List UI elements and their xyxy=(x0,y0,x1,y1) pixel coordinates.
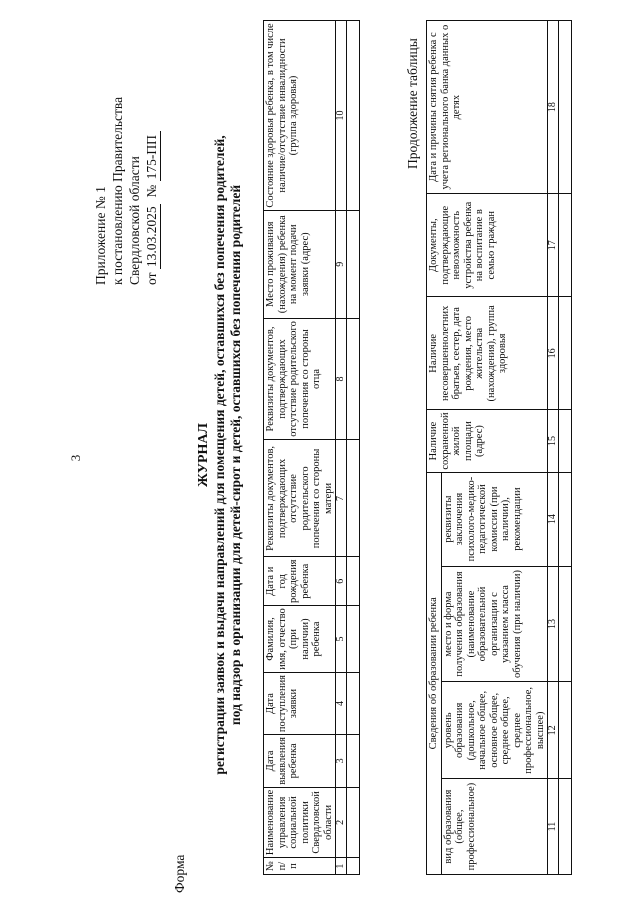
column-number: 15 xyxy=(548,410,559,472)
column-number: 11 xyxy=(548,779,559,875)
header-line-1: Приложение № 1 xyxy=(93,186,108,285)
column-number-row xyxy=(336,21,347,875)
empty-cell xyxy=(347,21,360,211)
journal-table-continued xyxy=(426,20,572,875)
title-main: ЖУРНАЛ xyxy=(196,423,211,487)
table-group-header-row xyxy=(427,21,442,875)
header-cell: Дата выявления ребенка xyxy=(264,735,336,788)
header-cell: Документы, подтверждающие невозможность устройства ребенка на воспитание в семью граждан xyxy=(427,194,548,297)
column-number: 10 xyxy=(336,21,347,211)
column-number: 1 xyxy=(336,858,347,875)
journal-table xyxy=(263,20,360,875)
table-empty-row xyxy=(347,21,360,875)
column-number: 5 xyxy=(336,606,347,673)
number-value: 175-ПП xyxy=(143,131,161,181)
column-number: 16 xyxy=(548,297,559,410)
page-number: 3 xyxy=(68,454,83,462)
header-cell: уровень образования (дошкольное, начальное общее, основное общее, среднее общее, среднее профессиональное, высшее) xyxy=(441,682,548,779)
header-cell: Место проживания (нахождения) ребенка на момент подачи заявки (адрес) xyxy=(264,210,336,318)
table-empty-row xyxy=(559,21,572,875)
header-cell: Дата поступления заявки xyxy=(264,672,336,734)
empty-cell xyxy=(559,410,572,472)
header-cell: Наличие несовершеннолетних братьев, сестер, дата рождения, место жительства (нахождения), группа здоровья xyxy=(427,297,548,410)
column-number: 13 xyxy=(548,566,559,682)
column-number: 17 xyxy=(548,194,559,297)
header-cell: Наименование управления социальной политики Свердловской области xyxy=(264,787,336,857)
header-cell: место и форма получения образования (наименование образовательной организации с указанием класса обучения (при наличии) xyxy=(441,566,548,682)
column-number: 3 xyxy=(336,735,347,788)
column-number-row xyxy=(548,21,559,875)
date-value: 13.03.2025 xyxy=(144,206,159,268)
header-cell: Фамилия, имя, отчество (при наличии) ребенка xyxy=(264,606,336,673)
column-number: 4 xyxy=(336,672,347,734)
header-line-3: Свердловской области xyxy=(127,156,142,285)
column-number: 6 xyxy=(336,557,347,606)
number-prefix: № xyxy=(144,184,159,198)
empty-cell xyxy=(347,735,360,788)
empty-cell xyxy=(347,440,360,557)
empty-cell xyxy=(559,297,572,410)
column-number: 18 xyxy=(548,21,559,194)
column-number: 14 xyxy=(548,472,559,566)
header-date-line xyxy=(143,15,161,285)
title-line-2: под надзор в организации для детей-сирот и детей, оставшихся без попечения родителей xyxy=(228,184,243,726)
form-label: Форма xyxy=(172,854,187,893)
document-header xyxy=(92,15,161,285)
empty-cell xyxy=(347,672,360,734)
empty-cell xyxy=(559,566,572,682)
empty-cell xyxy=(559,779,572,875)
header-cell: вид образования (общее, профессиональное) xyxy=(441,779,548,875)
header-cell: реквизиты заключения психолого-медико-педагогической комиссии (при наличии), рекомендации xyxy=(441,472,548,566)
group-header-cell: Сведения об образовании ребенка xyxy=(427,472,442,874)
empty-cell xyxy=(559,21,572,194)
header-cell: Реквизиты документов, подтверждающих отсутствие родительского попечения со стороны матери xyxy=(264,440,336,557)
empty-cell xyxy=(347,318,360,440)
empty-cell xyxy=(347,606,360,673)
column-number: 2 xyxy=(336,787,347,857)
empty-cell xyxy=(559,194,572,297)
date-prefix: от xyxy=(144,272,159,285)
column-number: 8 xyxy=(336,318,347,440)
column-number: 7 xyxy=(336,440,347,557)
empty-cell xyxy=(347,858,360,875)
header-cell: Наличие сохраненной жилой площади (адрес) xyxy=(427,410,548,472)
document-title xyxy=(196,35,244,875)
empty-cell xyxy=(347,787,360,857)
empty-cell xyxy=(347,557,360,606)
header-cell: Дата и причины снятия ребенка с учета регионального банка данных о детях xyxy=(427,21,548,194)
header-line-2: к постановлению Правительства xyxy=(110,96,125,285)
table-continuation-label: Продолжение таблицы xyxy=(405,38,420,169)
header-cell: Дата и год рождения ребенка xyxy=(264,557,336,606)
table-header-row xyxy=(264,21,336,875)
header-cell: Реквизиты документов, подтверждающих отсутствие родительского попечения со стороны отца xyxy=(264,318,336,440)
empty-cell xyxy=(559,682,572,779)
column-number: 12 xyxy=(548,682,559,779)
empty-cell xyxy=(559,472,572,566)
empty-cell xyxy=(347,210,360,318)
header-cell: № п/п xyxy=(264,858,336,875)
title-line-1: регистрации заявок и выдачи направлений для помещения детей, оставшихся без попечения родителей, xyxy=(212,135,227,775)
header-cell: Состояние здоровья ребенка, в том числе наличие/отсутствие инвалидности (группа здоровья) xyxy=(264,21,336,211)
column-number: 9 xyxy=(336,210,347,318)
